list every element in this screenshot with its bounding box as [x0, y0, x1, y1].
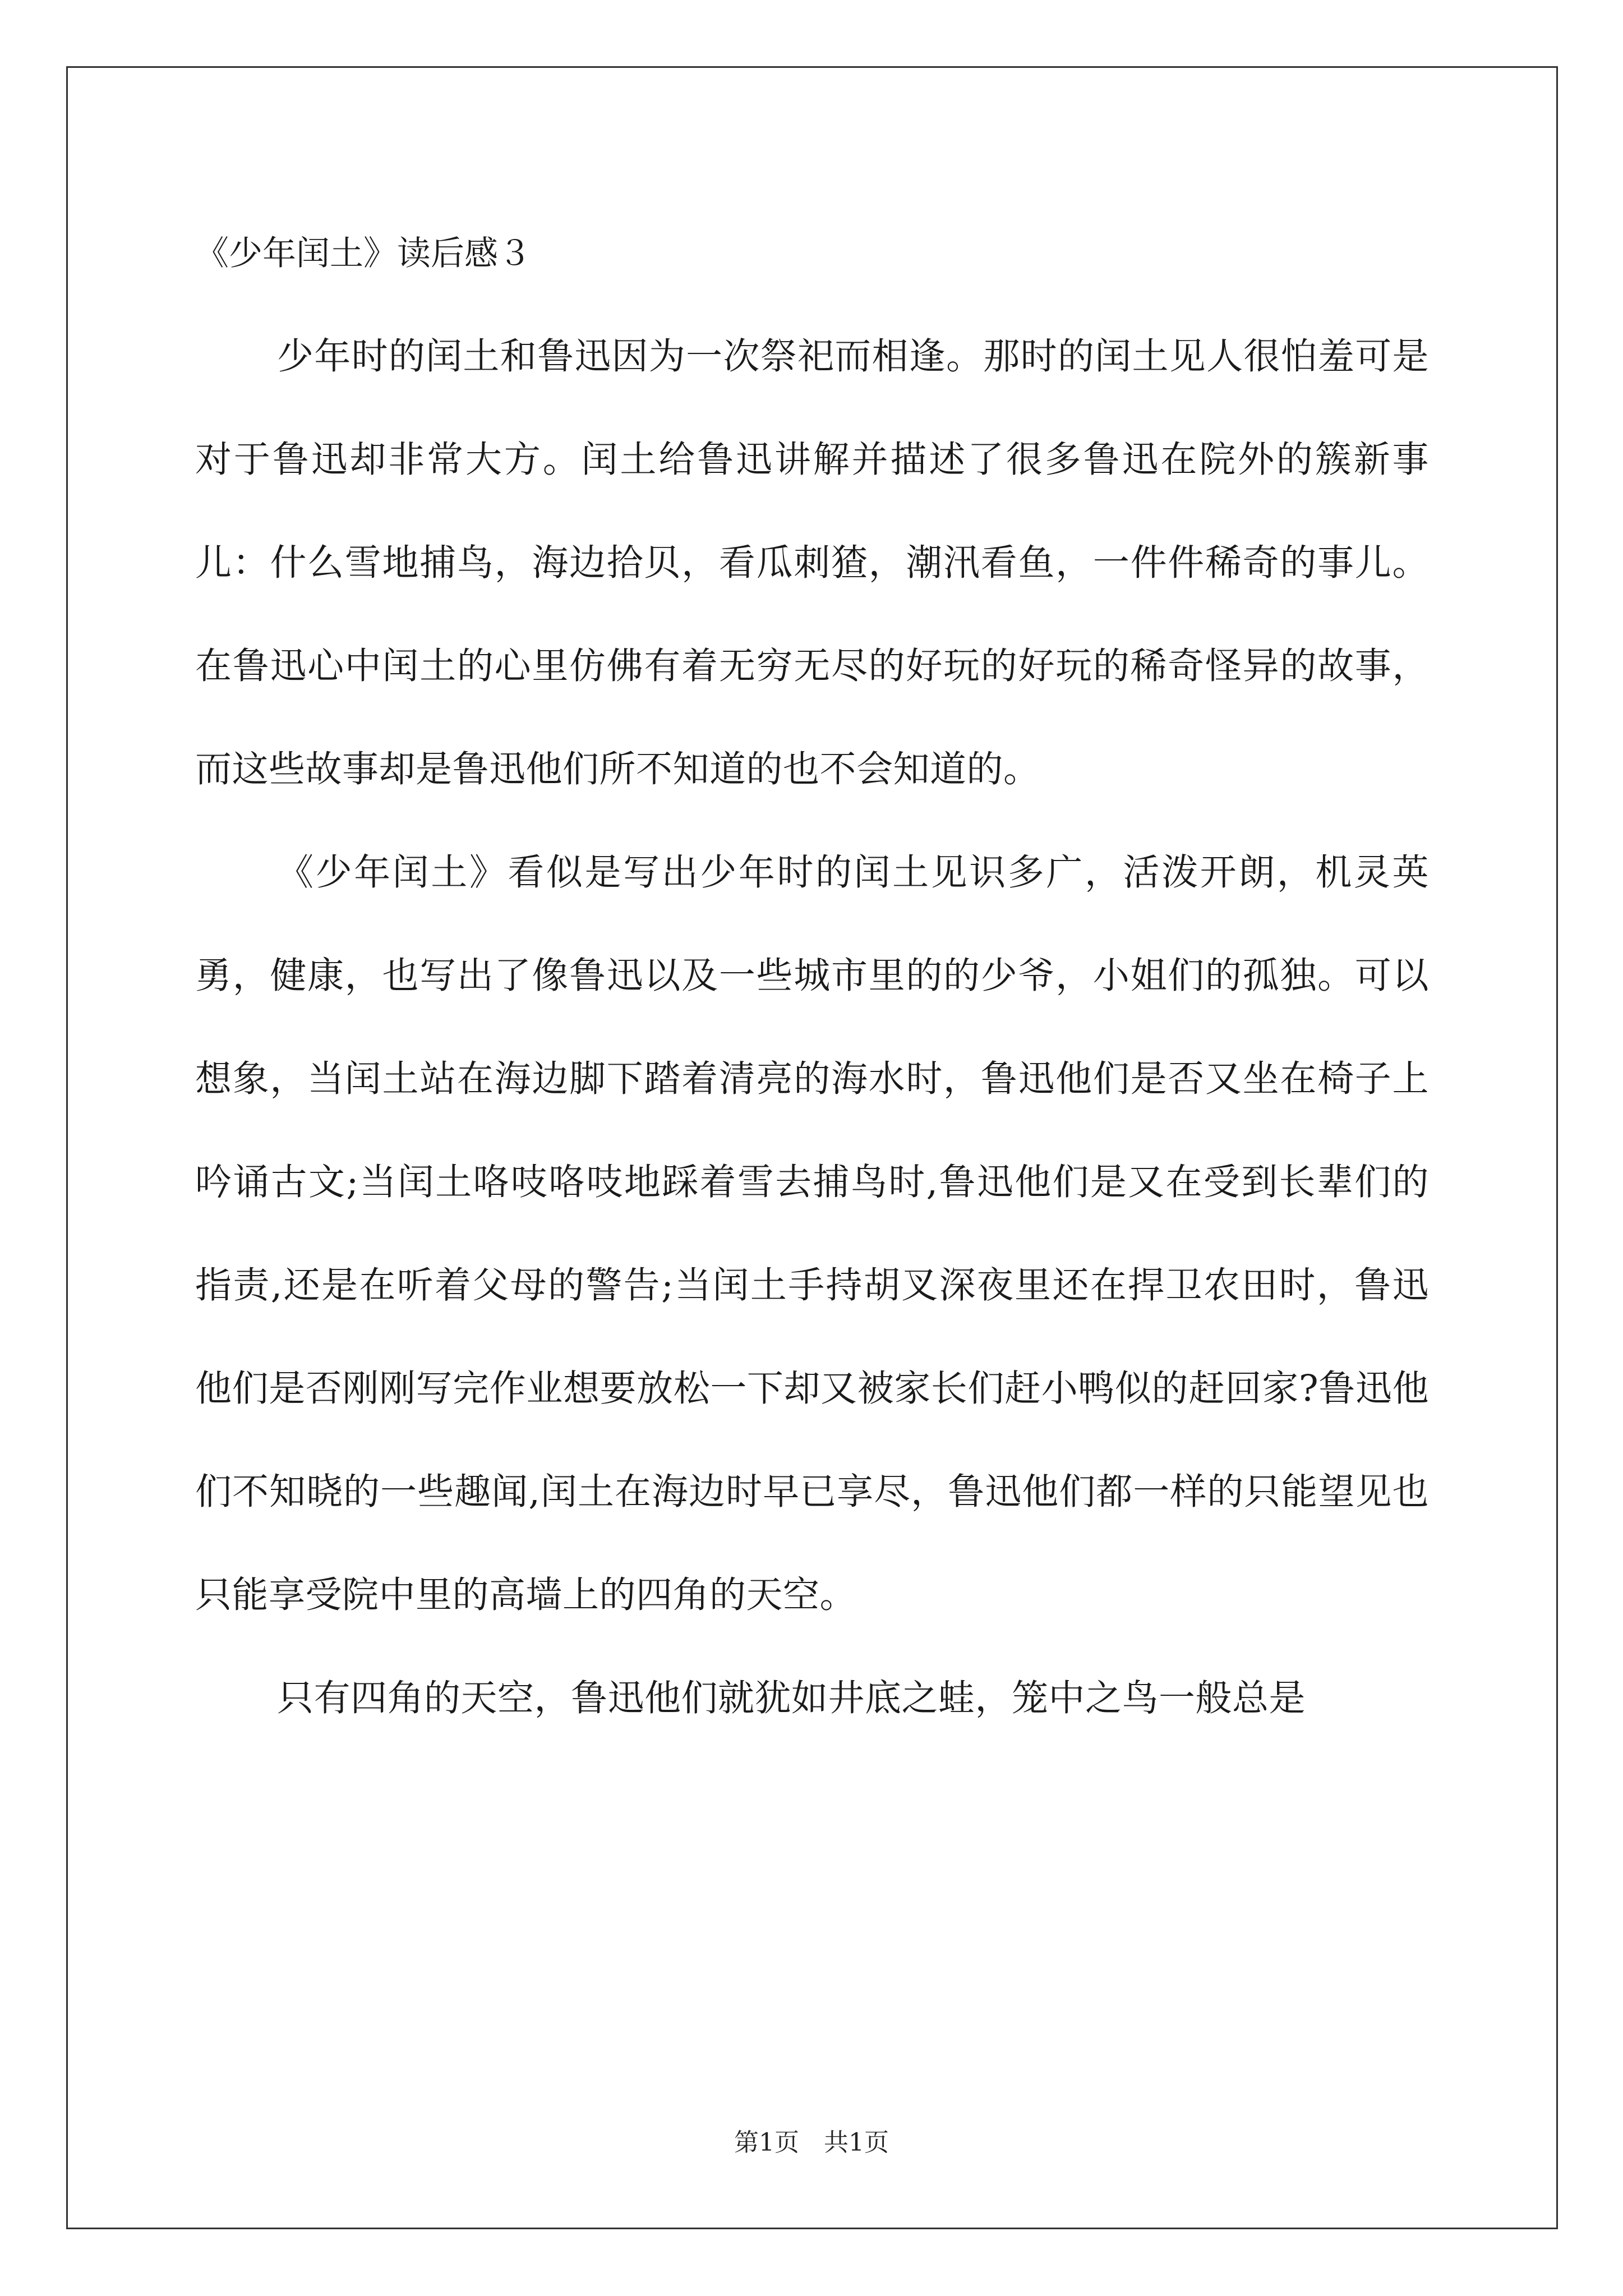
- paragraph-2: 《少年闰土》看似是写出少年时的闰土见识多广，活泼开朗，机灵英勇，健康，也写出了像鲁迅以及一些城市里的的少爷，小姐们的孤独。可以想象，当闰土站在海边脚下踏着清亮的海水时，鲁迅他们是否又坐在椅子上吟诵古文;当闰土咯吱咯吱地踩着雪去捕鸟时,鲁迅他们是又在受到长辈们的指责,还是在听着父母的警告;当闰土手持胡叉深夜里还在捍卫农田时，鲁迅他们是否刚刚写完作业想要放松一下却又被家长们赶小鸭似的赶回家?鲁迅他们不知晓的一些趣闻,闰土在海边时早已享尽，鲁迅他们都一样的只能望见也只能享受院中里的高墙上的四角的天空。: [195, 852, 1429, 1616]
- paragraph-1: 少年时的闰土和鲁迅因为一次祭祀而相逢。那时的闰土见人很怕羞可是对于鲁迅却非常大方。闰土给鲁迅讲解并描述了很多鲁迅在院外的簇新事儿：什么雪地捕鸟，海边拾贝，看瓜刺猹，潮汛看鱼，一件件稀奇的事儿。在鲁迅心中闰土的心里仿佛有着无穷无尽的好玩的好玩的稀奇怪异的故事，而这些故事却是鲁迅他们所不知道的也不会知道的。: [195, 335, 1429, 790]
- page-number: 第1页 共1页: [734, 2128, 889, 2157]
- document-title: 《少年闰土》读后感３: [195, 234, 532, 273]
- page-footer: [0, 2126, 1623, 2160]
- paragraph-3: 只有四角的天空，鲁迅他们就犹如井底之蛙，笼中之鸟一般总是: [277, 1677, 1306, 1719]
- document-body: [195, 202, 1429, 1750]
